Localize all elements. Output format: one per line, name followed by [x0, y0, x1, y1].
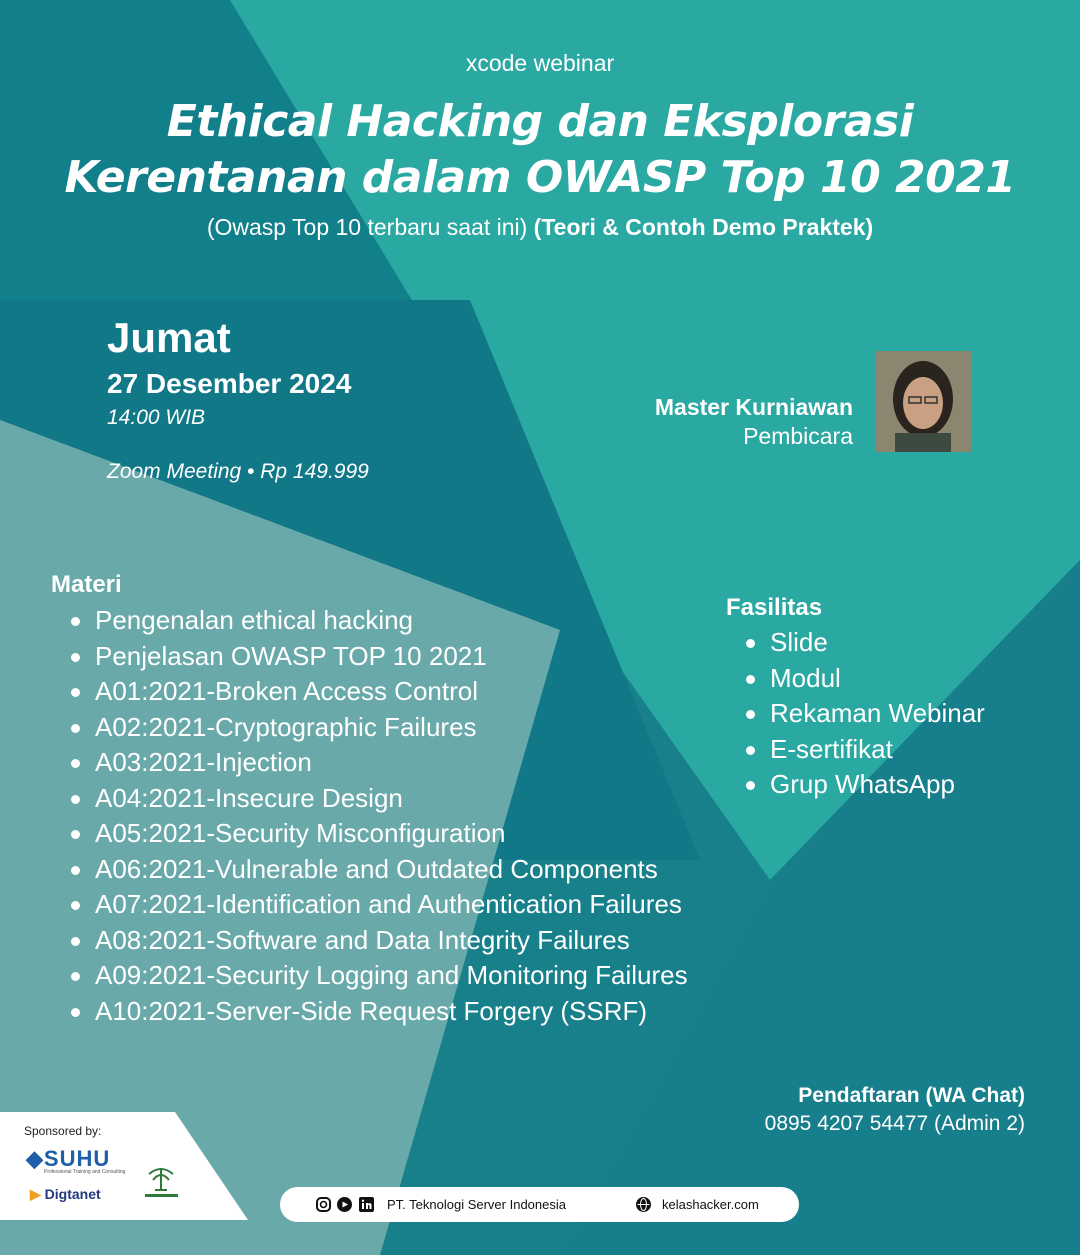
suhu-logo-subtitle: Professional Training and Consulting [44, 1169, 126, 1175]
list-item: E-sertifikat [726, 732, 985, 768]
list-item: A10:2021-Server-Side Request Forgery (SSRF) [51, 994, 688, 1030]
list-item: Modul [726, 661, 985, 697]
registration-heading: Pendaftaran (WA Chat) [798, 1084, 1025, 1107]
list-item: A09:2021-Security Logging and Monitoring Failures [51, 958, 688, 994]
subtitle [0, 214, 1080, 241]
list-item: A03:2021-Injection [51, 745, 688, 781]
list-item: A05:2021-Security Misconfiguration [51, 816, 688, 852]
subtitle-bold: (Teori & Contoh Demo Praktek) [533, 214, 874, 240]
title-line-1: Ethical Hacking dan Eksplorasi [166, 96, 914, 147]
event-venue-price: Zoom Meeting • Rp 149.999 [107, 460, 369, 483]
speaker-role: Pembicara [743, 423, 853, 449]
materi-heading: Materi [51, 571, 122, 598]
youtube-icon[interactable] [337, 1197, 352, 1212]
tagline: xcode webinar [465, 50, 615, 76]
list-item: A01:2021-Broken Access Control [51, 674, 688, 710]
subtitle-plain: (Owasp Top 10 terbaru saat ini) [206, 214, 528, 240]
speaker-photo [875, 351, 972, 452]
sponsored-label: Sponsored by: [24, 1124, 102, 1138]
instagram-icon[interactable] [316, 1197, 331, 1212]
digtanet-logo-text: Digtanet [44, 1186, 101, 1202]
fasilitas-list [726, 625, 985, 803]
list-item: A06:2021-Vulnerable and Outdated Components [51, 852, 688, 888]
registration-contact[interactable]: 0895 4207 54477 (Admin 2) [764, 1112, 1025, 1135]
list-item: A07:2021-Identification and Authentication Failures [51, 887, 688, 923]
list-item: A02:2021-Cryptographic Failures [51, 710, 688, 746]
event-date: 27 Desember 2024 [107, 368, 352, 399]
title-line-2: Kerentanan dalam OWASP Top 10 2021 [64, 152, 1016, 203]
list-item: A04:2021-Insecure Design [51, 781, 688, 817]
list-item: Grup WhatsApp [726, 767, 985, 803]
company-name: PT. Teknologi Server Indonesia [387, 1197, 566, 1212]
fasilitas-heading: Fasilitas [726, 594, 823, 621]
event-day: Jumat [107, 314, 231, 361]
event-time: 14:00 WIB [107, 406, 206, 429]
list-item: Rekaman Webinar [726, 696, 985, 732]
list-item: Slide [726, 625, 985, 661]
globe-icon [636, 1197, 651, 1212]
list-item: A08:2021-Software and Data Integrity Failures [51, 923, 688, 959]
suhu-logo: ◆SUHU [26, 1146, 111, 1171]
materi-list [51, 603, 688, 1029]
list-item: Penjelasan OWASP TOP 10 2021 [51, 639, 688, 675]
speaker-name: Master Kurniawan [654, 394, 853, 420]
digtanet-logo: ▶ Digtanet [30, 1186, 101, 1202]
linkedin-icon[interactable] [359, 1197, 374, 1212]
list-item: Pengenalan ethical hacking [51, 603, 688, 639]
website-link[interactable]: kelashacker.com [662, 1197, 759, 1212]
jogjabersama-logo [139, 1160, 184, 1206]
suhu-logo-text: SUHU [43, 1146, 111, 1171]
